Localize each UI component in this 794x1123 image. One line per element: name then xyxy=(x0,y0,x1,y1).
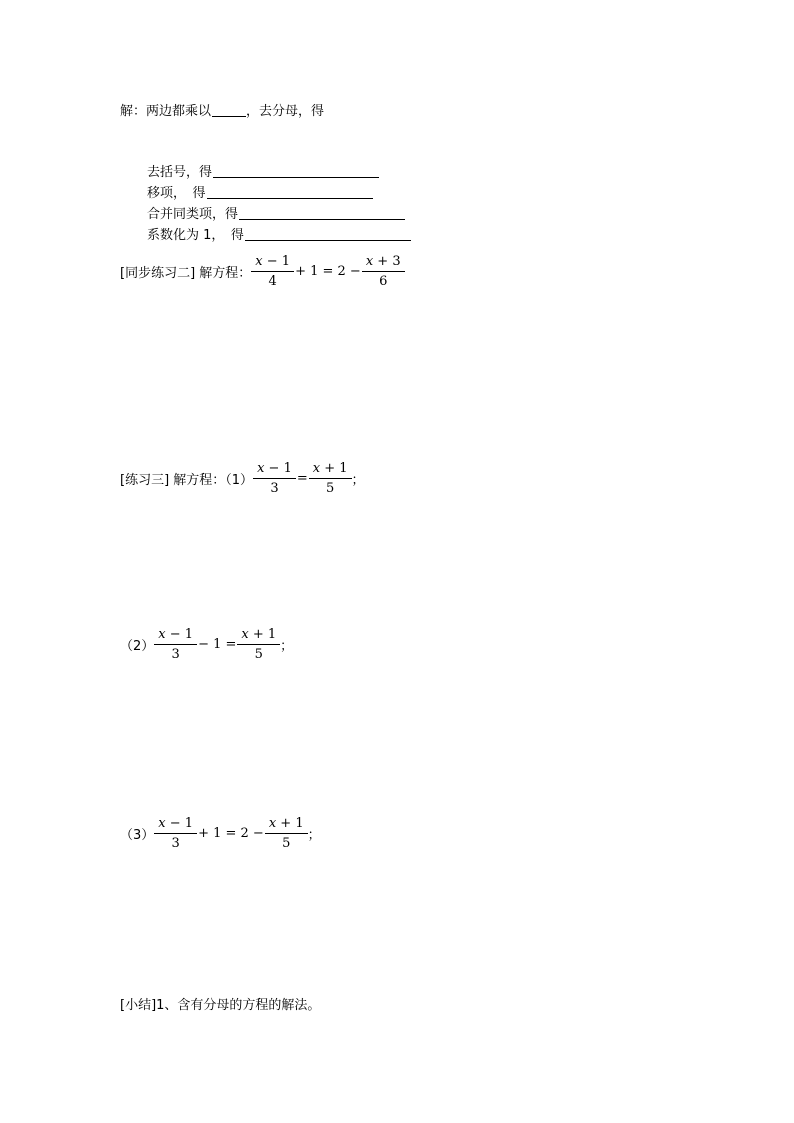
exercise-3-3 xyxy=(120,816,321,851)
exercise-label: （2） xyxy=(120,639,155,654)
fraction xyxy=(255,461,294,496)
numerator: x + 1 xyxy=(312,461,348,476)
denominator: 3 xyxy=(154,644,197,662)
denominator: 3 xyxy=(253,478,296,496)
equation-operator: + 1 = 2 − xyxy=(198,826,264,841)
step-row xyxy=(147,203,405,222)
exercise-label: （3） xyxy=(120,828,155,843)
step-multiply xyxy=(120,100,324,119)
exercise-label: [同步练习二] 解方程： xyxy=(120,266,252,281)
exercise-3-1 xyxy=(120,461,365,496)
exercise-3-2 xyxy=(120,627,293,662)
fraction xyxy=(311,461,350,496)
numerator: x + 1 xyxy=(241,627,277,642)
equation-end: ； xyxy=(351,473,365,488)
step-label: 合并同类项，得 xyxy=(147,207,239,222)
answer-blank[interactable] xyxy=(207,185,373,199)
denominator: 6 xyxy=(362,271,405,289)
numerator: x − 1 xyxy=(158,627,194,642)
answer-blank[interactable] xyxy=(239,206,405,220)
equation-operator: − 1 = xyxy=(198,637,237,652)
step-row xyxy=(147,161,379,180)
summary-text: [小结]1、含有分母的方程的解法。 xyxy=(120,998,321,1013)
step-multiply-prefix: 解：两边都乘以 xyxy=(120,104,212,119)
numerator: x + 3 xyxy=(365,254,401,269)
fraction xyxy=(156,816,195,851)
fraction xyxy=(364,254,403,289)
fraction xyxy=(253,254,292,289)
fraction xyxy=(156,627,195,662)
numerator: x − 1 xyxy=(257,461,292,476)
answer-blank[interactable] xyxy=(212,103,246,117)
answer-blank[interactable] xyxy=(245,227,411,241)
fraction xyxy=(239,627,278,662)
equation-end: ； xyxy=(307,828,321,843)
step-label: 系数化为 1， 得 xyxy=(147,228,244,243)
summary xyxy=(120,994,320,1013)
denominator: 5 xyxy=(237,644,280,662)
equation-operator: = xyxy=(296,471,308,486)
sync-exercise-2 xyxy=(120,254,405,289)
denominator: 4 xyxy=(251,271,294,289)
step-row xyxy=(147,182,373,201)
equation-end: ； xyxy=(280,639,294,654)
fraction xyxy=(267,816,306,851)
answer-blank[interactable] xyxy=(213,164,379,178)
step-row xyxy=(147,224,411,243)
step-multiply-suffix: ，去分母，得 xyxy=(246,104,325,119)
numerator: x − 1 xyxy=(255,254,291,269)
denominator: 3 xyxy=(154,833,197,851)
step-label: 去括号，得 xyxy=(147,165,213,180)
step-label: 移项， 得 xyxy=(147,186,206,201)
exercise-label: [练习三] 解方程：（1） xyxy=(120,473,254,488)
denominator: 5 xyxy=(265,833,308,851)
numerator: x + 1 xyxy=(268,816,304,831)
numerator: x − 1 xyxy=(158,816,194,831)
equation-operator: + 1 = 2 − xyxy=(295,264,361,279)
denominator: 5 xyxy=(309,478,352,496)
